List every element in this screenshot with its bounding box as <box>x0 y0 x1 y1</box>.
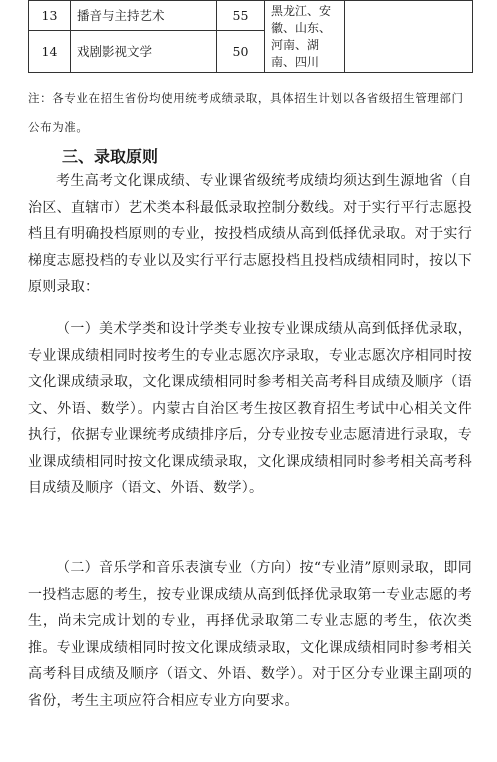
major-name: 戏剧影视文学 <box>71 31 217 73</box>
table-note: 注：各专业在招生省份均使用统考成绩录取，具体招生计划以各省级招生管理部门公布为准。 <box>28 91 464 134</box>
table-row <box>29 1 473 31</box>
min-score: 50 <box>217 31 265 73</box>
empty-cell <box>345 1 473 73</box>
paragraph-general-principle: 考生高考文化课成绩、专业课省级统考成绩均须达到生源地省（自治区、直辖市）艺术类本科最低录取控制分数线。对于实行平行志愿投档且有明确投档原则的专业，按投档成绩从高到低择优录取。对于实行梯度志愿投档的专业以及实行平行志愿投档且投档成绩相同时，按以下原则录取： <box>28 173 472 295</box>
row-number: 13 <box>29 1 71 31</box>
province-list: 黑龙江、安徽、山东、河南、湖南、四川 <box>265 1 345 73</box>
row-number: 14 <box>29 31 71 73</box>
section-heading: 三、录取原则 <box>62 147 159 166</box>
paragraph-music-rule: （二）音乐学和音乐表演专业（方向）按“专业清”原则录取，即同一投档志愿的考生，按专业课成绩从高到低择优录取第一专业志愿的考生，尚未完成计划的专业，再择优录取第二专业志愿的考生，依次类推。专业课成绩相同时按文化课成绩录取，文化课成绩相同时参考相关高考科目成绩及顺序（语文、外语、数学）。对于区分专业课主副项的省份，考生主项应符合相应专业方向要求。 <box>28 560 472 709</box>
paragraph-art-design-rule: （一）美术学类和设计学类专业按专业课成绩从高到低择优录取，专业课成绩相同时按考生的专业志愿次序录取，专业志愿次序相同时按文化课成绩录取，文化课成绩相同时参考相关高考科目成绩及顺序（语文、外语、数学）。内蒙古自治区考生按区教育招生考试中心相关文件执行，依据专业课统考成绩排序后，分专业按专业志愿清进行录取，专业课成绩相同时按文化课成绩录取，文化课成绩相同时参考相关高考科目成绩及顺序（语文、外语、数学）。 <box>28 321 472 496</box>
min-score: 55 <box>217 1 265 31</box>
admission-table <box>28 0 473 73</box>
major-name: 播音与主持艺术 <box>71 1 217 31</box>
